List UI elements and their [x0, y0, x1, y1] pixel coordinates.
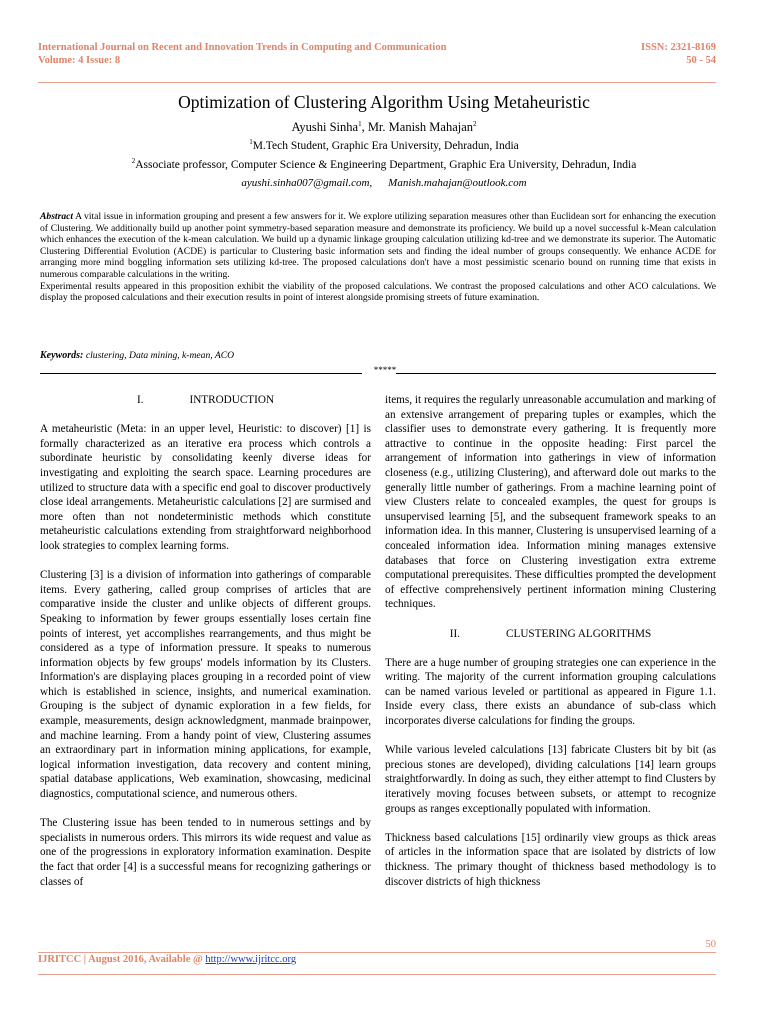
paragraph: items, it requires the regularly unreasonable accumulation and marking of an extensive arrangement of preparing tuples or examples, which the classifier uses to demonstrate every gathering. It is frequently more attractive to continue in the opposite heading: First parcel the arrangement of information into gatherings in view of information closeness (e.g., utilizing Clustering), and afterward dole out marks to the generally little number of gatherings. From a machine learning point of view Clusters relate to concealed examples, the quest for groups is unsupervised learning [5], and the subsequent framework speaks to an information idea. In this manner, Clustering is unsupervised learning of a concealed information idea. Information mining manages extensive databases that force on Clustering investigation extra extreme computational prerequisites. These difficulties prompted the development of effective comprehensively pertinent information mining Clustering techniques.: [385, 394, 716, 611]
section-heading-clustering-algorithms: [385, 627, 716, 642]
affiliation-2: [0, 157, 768, 171]
author-1-sup: 1: [358, 120, 362, 128]
header-divider: [38, 82, 716, 83]
footer-divider: [38, 952, 716, 953]
section-title: INTRODUCTION: [189, 394, 275, 406]
section-number: I.: [136, 394, 144, 406]
footer: [38, 954, 296, 965]
page-number: 50: [705, 939, 716, 950]
author-2-sup: 2: [473, 120, 477, 128]
paragraph: A metaheuristic (Meta: in an upper level, Heuristic: to discover) [1] is formally characterized as an iterative era process which controls a subordinate heuristic by consolidating keenly diverse ideas for investigating and exploiting the search space. Learning procedures are utilized to structure data with a specific end goal to discover productively close ideal arrangements. Metaheuristic calculations [2] are surmised and more often than not nondeterministic methods which constitute metaheuristic calculations extending from straightforward neighborhood look strategies to complex learning forms.: [40, 423, 371, 552]
keywords-text: clustering, Data mining, k-mean, ACO: [85, 350, 235, 361]
affiliation-1-text: M.Tech Student, Graphic Era University, Dehradun, India: [252, 139, 519, 152]
abstract-label: Abstract: [40, 211, 74, 222]
section-number: II.: [449, 627, 461, 640]
journal-name: International Journal on Recent and Innovation Trends in Computing and Communication: [38, 42, 447, 53]
affiliation-2-text: Associate professor, Computer Science & Engineering Department, Graphic Era University, Dehradun, India: [135, 158, 637, 171]
affiliation-1: [0, 138, 768, 152]
paragraph: Clustering [3] is a division of information into gatherings of comparable items. Every gathering, called group comprises of articles that are comparative inside the cluster and unlike objects of different groups. Speaking to information by fewer groups essentially loses certain fine points of interest, yet accomplishes rearrangements, and thus might be considered as a type of information pressure. It speaks to numerous information objects by few groups' models information by its Clusters. Information's are displaying places grouping in a recorded point of view which is established in science, insights, and numerical examination. Grouping is the subject of dynamic exploration in a few fields, for example, measurements, design acknowledgment, manmade brainpower, and machine learning. From a handy point of view, Clustering assumes an extraordinary part in information mining applications, for example, logical information investigation, data recovery and content mining, spatial database applications, Web examination, showcasing, medicinal diagnostics, computational science, and numerous others.: [40, 569, 371, 801]
journal-pages: 50 - 54: [686, 55, 716, 66]
section-heading-introduction: [40, 393, 371, 408]
keywords-label: Keywords:: [40, 350, 84, 361]
separator-line-right: [396, 373, 716, 374]
journal-issn: ISSN: 2321-8169: [641, 42, 716, 53]
affiliation-2-sup: 2: [131, 157, 136, 165]
paper-title: Optimization of Clustering Algorithm Using Metaheuristic: [178, 92, 590, 112]
affiliation-1-sup: 1: [249, 138, 253, 146]
email-2: Manish.mahajan@outlook.com: [388, 177, 527, 189]
section-title: CLUSTERING ALGORITHMS: [506, 627, 652, 640]
right-column: [385, 393, 716, 889]
journal-volume: Volume: 4 Issue: 8: [38, 55, 121, 66]
separator-line-left: [40, 373, 362, 374]
email-1: ayushi.sinha007@gmail.com,: [241, 177, 373, 189]
abstract-paragraph-1: [40, 211, 716, 281]
left-column: [40, 393, 371, 889]
paragraph: The Clustering issue has been tended to in numerous settings and by specialists in numerous orders. This mirrors its wide request and value as one of the progressions in exploratory information examination. Despite the fact that order [4] is a successful means for recognizing gatherings or classes of: [40, 817, 371, 888]
journal-website-link[interactable]: http://www.ijritcc.org: [205, 954, 297, 965]
abstract-paragraph-2: Experimental results appeared in this proposition exhibit the viability of the proposed calculations. We contrast the proposed calculations and other ACO calculations. We display the proposed calculations and their execution results in point of interest alongside promising streets of future examination.: [40, 280, 716, 304]
footer-text: IJRITCC | August 2016, Available @: [38, 954, 206, 965]
journal-header-left: [38, 41, 446, 67]
section-separator: [40, 367, 716, 377]
author-1: Ayushi Sinha: [291, 120, 359, 135]
paragraph: While various leveled calculations [13] fabricate Clusters bit by bit (as precious stones are developed), dividing calculations [14] learn groups straightforwardly. In doing as such, they either attempt to find Clusters by iteratively moving focuses between subsets, or attempt to recognize groups as ranges exceptionally populated with information.: [385, 744, 716, 815]
author-line: [0, 120, 768, 135]
author-emails: [0, 177, 768, 189]
journal-header-right: [641, 41, 716, 67]
abstract: [40, 211, 716, 304]
paragraph: There are a huge number of grouping strategies one can experience in the writing. The majority of the current information grouping calculations can be named various leveled or partitional as appeared in Figure 1.1. Inside every class, there exists an abundance of sub-class which incorporates diverse calculations for finding the groups.: [385, 656, 716, 728]
footer-divider-bottom: [38, 974, 716, 975]
paragraph: Thickness based calculations [15] ordinarily view groups as thick areas of articles in the information space that are isolated by districts of low thickness. The primary thought of thickness based methodology is to discover districts of high thickness: [385, 831, 716, 888]
abstract-text: A vital issue in information grouping and present a few answers for it. We explore utilizing separation measures other than Euclidean sort for enhancing the execution of Clustering. We additionally build up another point symmetry-based separation measure and demonstrate its proficiency. We build up a novel successful k-Mean calculation which enhances the execution of the k-mean calculation. We build up a dynamic linkage grouping calculation utilizing kd-tree and we demonstrate its superior. The Automatic Clustering Differential Evolution (ACDE) is particular to Clustering basic information sets and finding the ideal number of groups consequently. We enhance ACDE for arranging more mind boggling information sets utilizing kd-tree. The proposed calculations don't have a most pessimistic scenario bound on running time that exists in numerous comparable calculations in the writing.: [40, 211, 716, 280]
author-2: Mr. Manish Mahajan: [367, 120, 474, 135]
separator-stars: *****: [373, 365, 397, 375]
keywords: [40, 350, 234, 361]
author-separator: ,: [361, 120, 368, 135]
